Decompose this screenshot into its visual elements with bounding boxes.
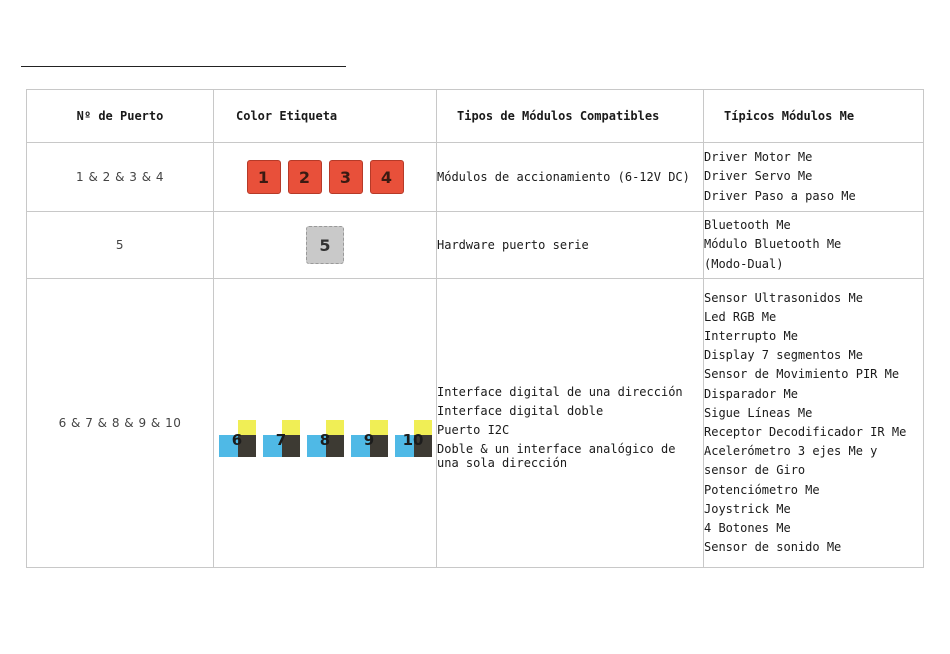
table-row — [27, 279, 924, 568]
module-item: Joystrick Me — [704, 501, 791, 516]
port-number: 6 & 7 & 8 & 9 & 10 — [27, 279, 214, 568]
table-row — [27, 143, 924, 212]
module-item: Display 7 segmentos Me — [704, 348, 863, 363]
module-item: Potenciómetro Me — [704, 482, 820, 497]
compatible-type: Puerto I2C — [437, 422, 510, 437]
port-label-badge: 7 — [263, 420, 300, 457]
compatible-type: Doble & un interface analógico de una sola dirección — [437, 441, 676, 470]
compatible-types-cell — [437, 212, 704, 279]
port-number: 1 & 2 & 3 & 4 — [27, 143, 214, 212]
port-label-badge: 9 — [351, 420, 388, 457]
module-item: Disparador Me — [704, 386, 798, 401]
port-label-badge: 3 — [329, 160, 363, 194]
port-label-badge: 5 — [306, 226, 344, 264]
compatible-type: Módulos de accionamiento (6-12V DC) — [437, 169, 690, 184]
module-item: Sigue Líneas Me — [704, 405, 813, 420]
port-label-badge: 6 — [219, 420, 256, 457]
compatible-types-cell — [437, 279, 704, 568]
typical-modules-cell — [704, 143, 924, 212]
label-color-cell — [214, 279, 437, 568]
typical-modules-cell — [704, 279, 924, 568]
module-item: Sensor de Movimiento PIR Me — [704, 367, 900, 382]
module-item: Bluetooth Me — [704, 218, 791, 233]
module-item: Driver Paso a paso Me — [704, 188, 856, 203]
table-row — [27, 212, 924, 279]
port-label-badge: 2 — [288, 160, 322, 194]
header-label-color: Color Etiqueta — [214, 90, 437, 143]
port-number: 5 — [27, 212, 214, 279]
port-label-badge: 4 — [370, 160, 404, 194]
header-typical-modules: Típicos Módulos Me — [704, 90, 924, 143]
compatible-type: Interface digital de una dirección — [437, 384, 683, 399]
module-item: Driver Servo Me — [704, 169, 813, 184]
module-item: Acelerómetro 3 ejes Me y — [704, 444, 878, 459]
module-item: 4 Botones Me — [704, 521, 791, 536]
typical-modules-cell — [704, 212, 924, 279]
label-color-cell — [214, 212, 437, 279]
header-compatible-types: Tipos de Módulos Compatibles — [437, 90, 704, 143]
module-item: Sensor de sonido Me — [704, 540, 842, 555]
module-item: Receptor Decodificador IR Me — [704, 425, 907, 439]
table-header-row — [27, 90, 924, 143]
compatible-types-cell — [437, 143, 704, 212]
header-port-number: Nº de Puerto — [27, 90, 214, 143]
module-item: (Modo-Dual) — [704, 256, 784, 271]
module-item: Módulo Bluetooth Me — [704, 237, 842, 252]
module-item: Interrupto Me — [704, 328, 798, 343]
label-color-cell — [214, 143, 437, 212]
module-item: Led RGB Me — [704, 309, 777, 324]
port-label-badge: 1 — [247, 160, 281, 194]
module-item: Sensor Ultrasonidos Me — [704, 290, 863, 305]
compatible-type: Interface digital doble — [437, 403, 604, 418]
port-label-badge: 10 — [395, 420, 432, 457]
module-item: Driver Motor Me — [704, 150, 813, 165]
port-compatibility-table — [26, 89, 924, 568]
module-item: sensor de Giro — [704, 463, 806, 478]
compatible-type: Hardware puerto serie — [437, 237, 589, 252]
port-label-badge: 8 — [307, 420, 344, 457]
top-rule — [21, 66, 346, 67]
